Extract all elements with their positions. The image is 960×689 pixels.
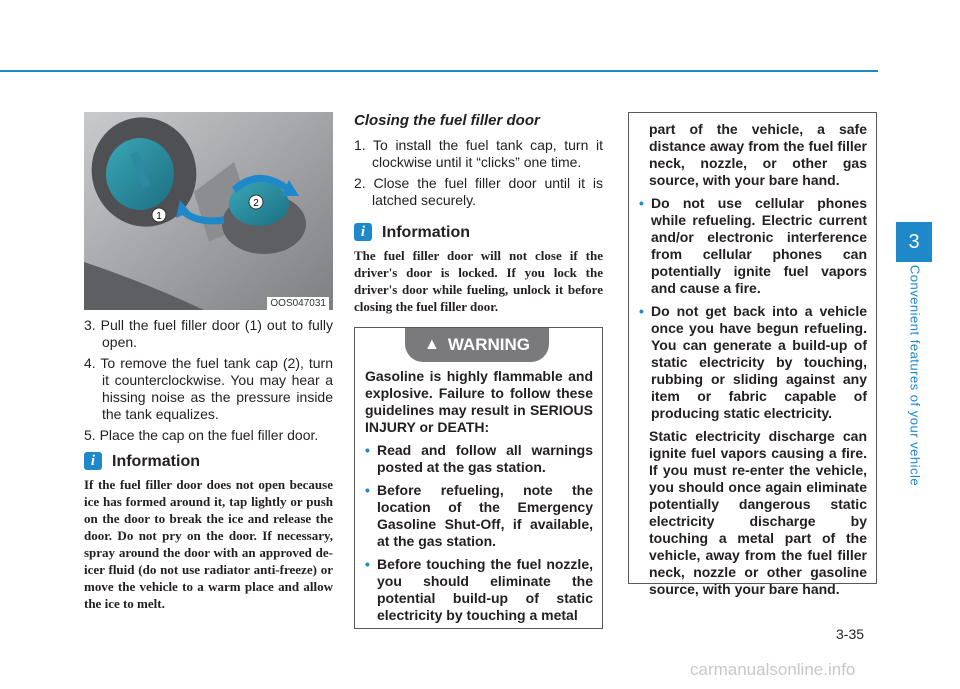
info-title: Information bbox=[112, 452, 200, 470]
step-3: 3. Pull the fuel filler door (1) out to fully open. bbox=[84, 317, 333, 350]
figure-code: OOS047031 bbox=[267, 297, 329, 310]
warning-bullet: • Do not get back into a vehicle once you have begun refueling. You can generate a build-up of static electricity by touching, rubbing or sliding against any item or fabric capable of producing static electricity. bbox=[639, 303, 867, 422]
warning-continued-text: part of the vehicle, a safe distance away from the fuel filler neck, nozzle, or other gas source, with your bare hand. bbox=[649, 121, 867, 188]
info-icon: i bbox=[354, 223, 372, 241]
warning-content bbox=[365, 368, 593, 630]
warning-bullets bbox=[365, 442, 593, 624]
info-title-2: Information bbox=[382, 223, 470, 241]
warning-continuation-content bbox=[639, 121, 867, 604]
left-column bbox=[84, 317, 333, 612]
step-1: 1. To install the fuel tank cap, turn it clockwise until it “clicks” one time. bbox=[354, 137, 603, 170]
warning-bullet: • Read and follow all warnings posted at the gas station. bbox=[365, 442, 593, 476]
fuel-door-illustration bbox=[84, 112, 333, 310]
warning-box bbox=[354, 327, 603, 629]
chapter-title-vertical bbox=[905, 264, 925, 498]
warning-continuation-bullets bbox=[639, 195, 867, 422]
warning-continuation-box bbox=[628, 112, 877, 597]
warning-bullet: • Before refueling, note the location of the Emergency Gasoline Shut-Off, if available, at the gas station. bbox=[365, 482, 593, 550]
closing-steps bbox=[354, 137, 603, 209]
chapter-tab bbox=[896, 222, 932, 262]
info-text: If the fuel filler door does not open because ice has formed around it, tap lightly or push on the door to break the ice and release the door. Do not pry on the door. If necessary, spray around the door with an approved de-icer fluid (do not use radiator anti-freeze) or move the vehicle to a warm place and allow the ice to melt. bbox=[84, 477, 333, 611]
info-icon: i bbox=[84, 452, 102, 470]
removal-steps bbox=[84, 317, 333, 444]
top-rule bbox=[0, 70, 878, 72]
step-5: 5. Place the cap on the fuel filler door. bbox=[84, 427, 319, 443]
page-number: 3-35 bbox=[836, 626, 865, 642]
info-heading bbox=[84, 452, 333, 470]
chapter-number: 3 bbox=[908, 230, 920, 253]
info-text-2: The fuel filler door will not close if the driver's door is locked. If you lock the driver's door while fueling, unlock it before closing the fuel filler door. bbox=[354, 248, 603, 314]
warning-banner bbox=[405, 328, 549, 362]
step-4: 4. To remove the fuel tank cap (2), turn it counterclockwise. You may hear a hissing noise as the pressure inside the tank equalizes. bbox=[84, 355, 333, 422]
chapter-title: Convenient features of your vehicle bbox=[907, 264, 923, 487]
warning-triangle-icon: ▲ bbox=[423, 336, 440, 353]
step-2: 2. Close the fuel filler door until it is latched securely. bbox=[354, 175, 603, 208]
warning-intro: Gasoline is highly flammable and explosive. Failure to follow these guidelines may result in SERIOUS INJURY or DEATH: bbox=[365, 368, 593, 435]
info-heading-2 bbox=[354, 223, 603, 241]
warning-label: WARNING bbox=[447, 335, 530, 354]
warning-final-text: Static electricity discharge can ignite fuel vapors causing a fire. If you must re-enter the vehicle, you should once again eliminate potentially dangerous static electricity discharge by touching a metal part of the vehicle, away from the fuel filler neck, nozzle or other gasoline source, with your bare hand. bbox=[649, 428, 867, 597]
callout-1: 1 bbox=[156, 211, 162, 222]
watermark: carmanualsonline.info bbox=[690, 660, 856, 679]
warning-bullet: • Do not use cellular phones while refueling. Electric current and/or electronic interference from cellular phones can potentially ignite fuel vapors and cause a fire. bbox=[639, 195, 867, 297]
callout-2: 2 bbox=[253, 198, 259, 209]
fuel-door-figure bbox=[84, 112, 333, 310]
section-subtitle: Closing the fuel filler door bbox=[354, 112, 540, 129]
warning-bullet: • Before touching the fuel nozzle, you should eliminate the potential build-up of static electricity by touching a metal bbox=[365, 556, 593, 624]
middle-column bbox=[354, 112, 603, 315]
